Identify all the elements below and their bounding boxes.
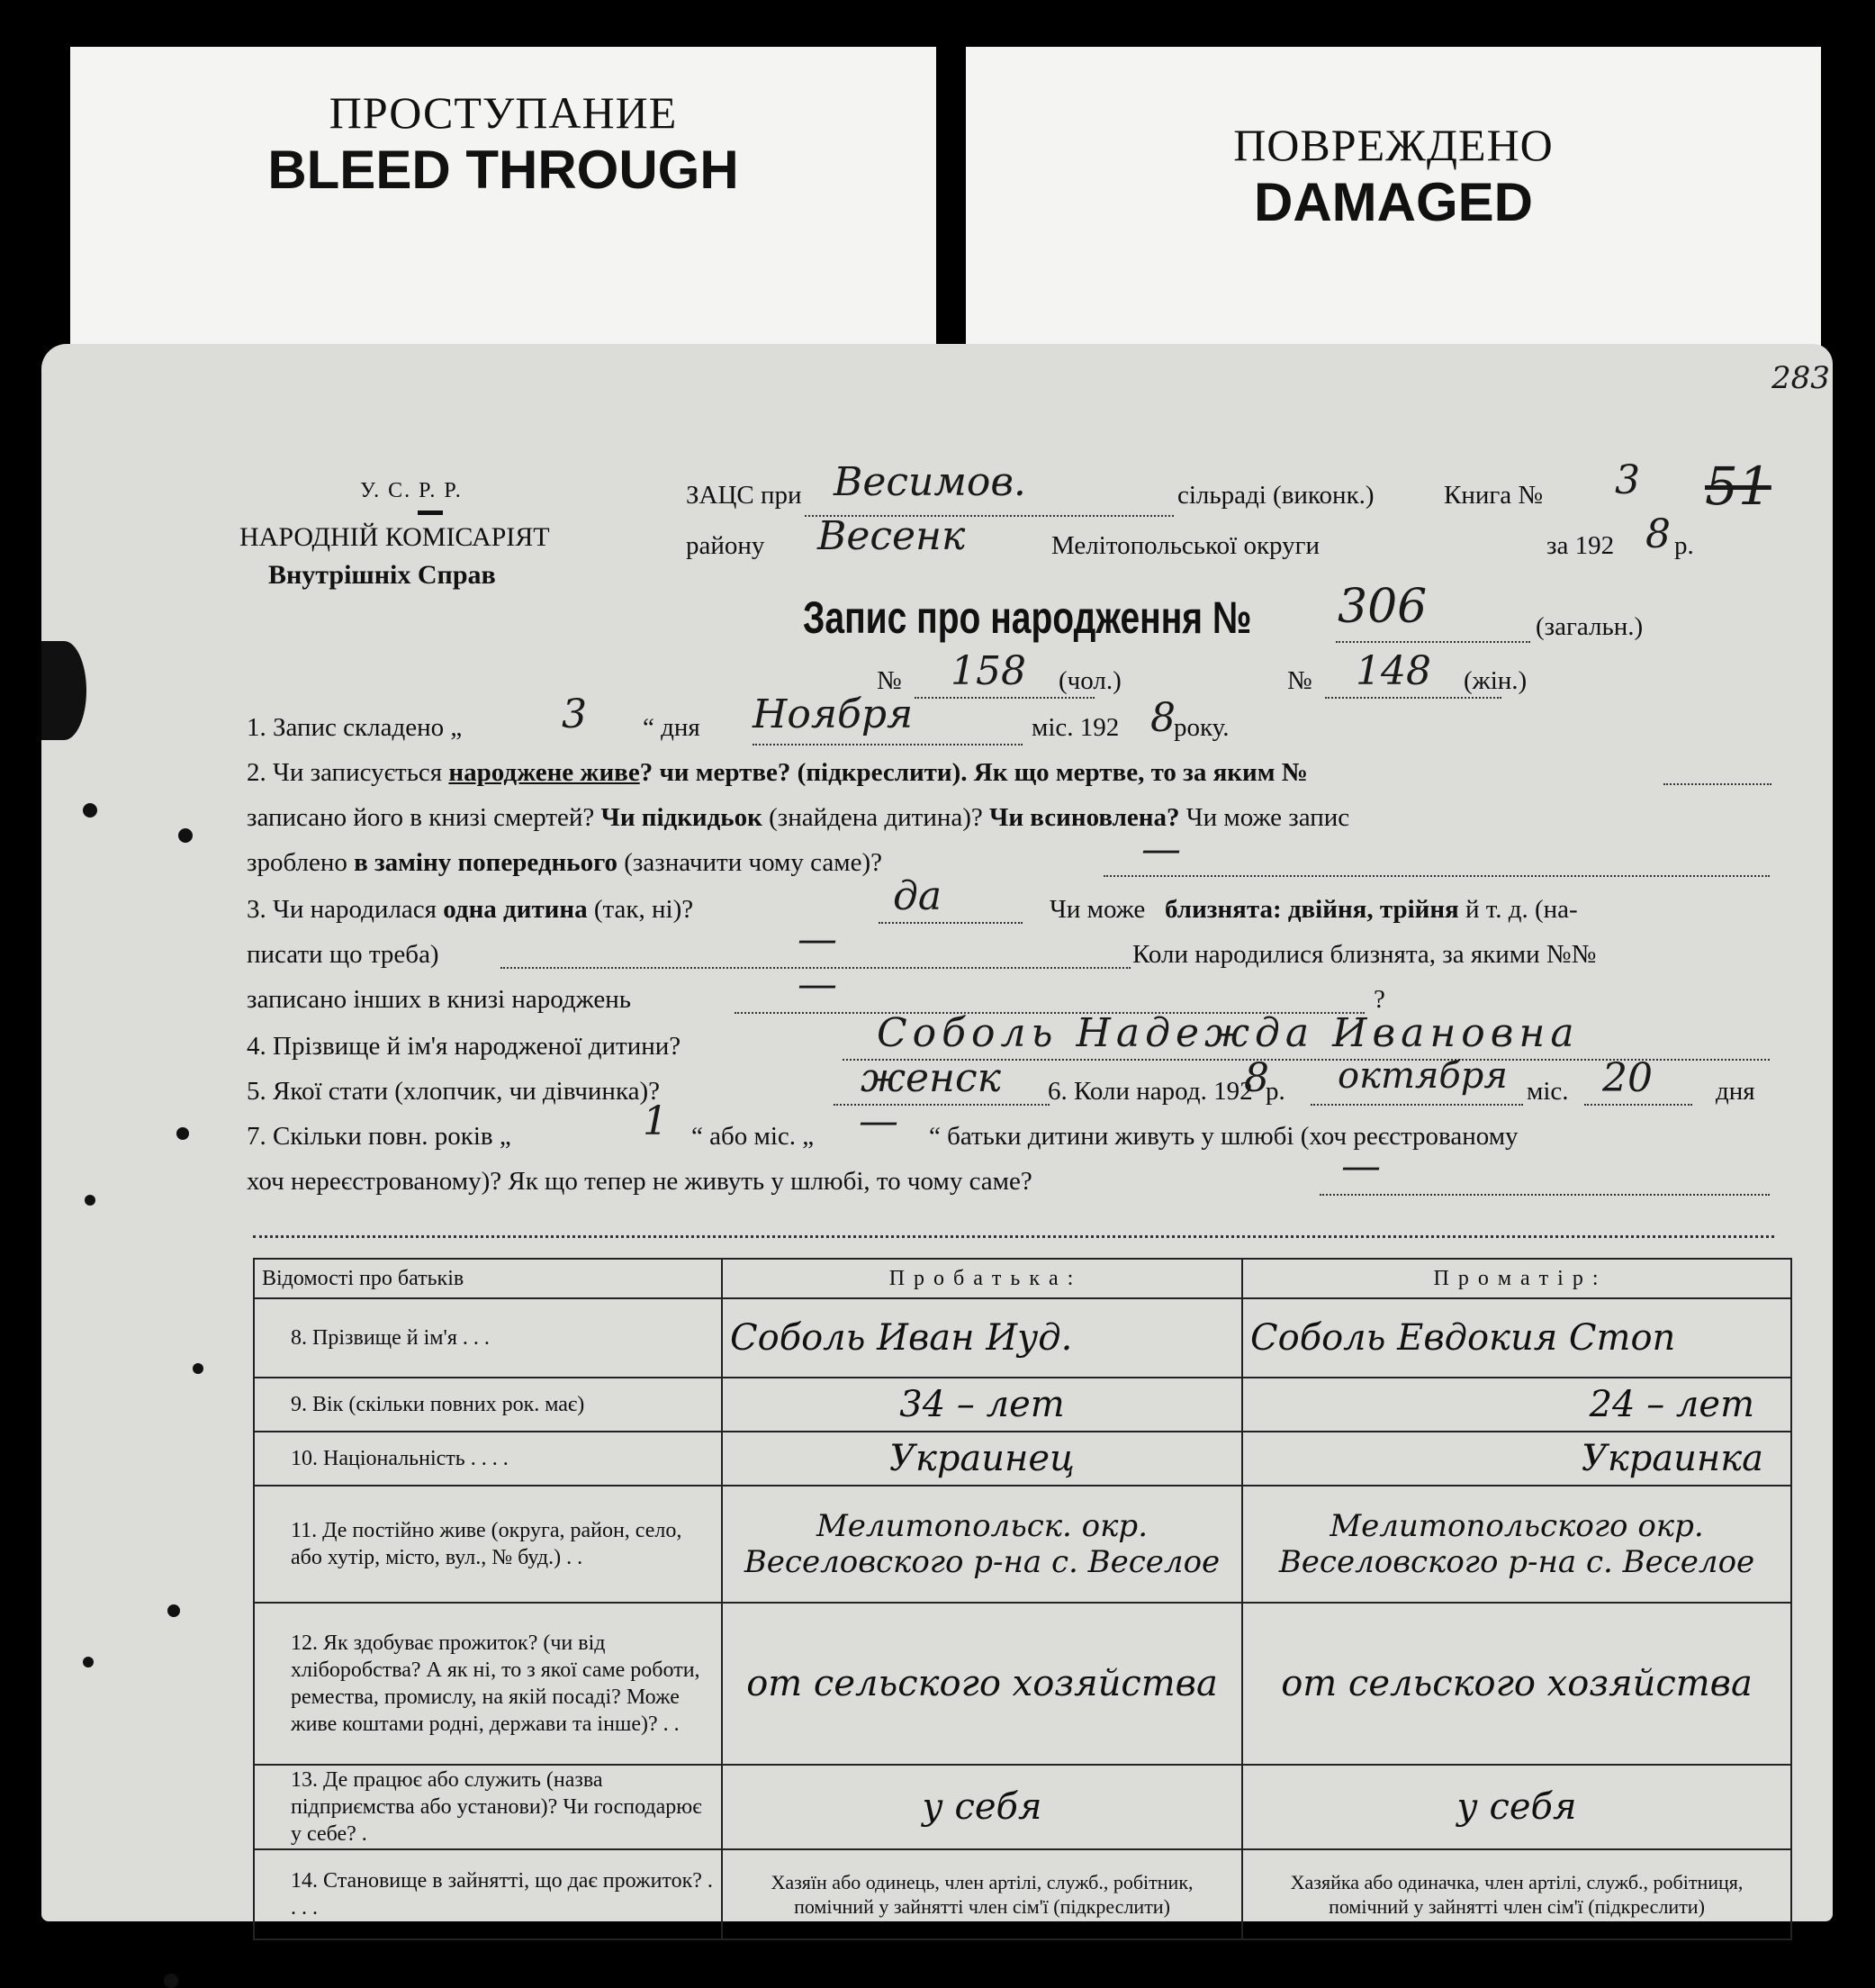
table-row <box>254 1603 1791 1765</box>
father-cell: Соболь Иван Иуд. <box>722 1298 1242 1378</box>
male-number-label: № <box>877 666 902 695</box>
bleed-through-card <box>70 47 936 353</box>
usrr-label: У. С. Р. Р. <box>360 479 463 502</box>
header-label: Відомості про батьків <box>254 1259 722 1298</box>
general-label: (загальн.) <box>1536 612 1644 641</box>
year-suffix: р. <box>1674 531 1694 560</box>
punch-hole <box>41 641 86 740</box>
header-mother: П р о м а т і р : <box>1242 1259 1791 1298</box>
table-row <box>254 1849 1791 1939</box>
row-label: 10. Національність . . . . <box>254 1432 722 1486</box>
male-number-handwritten: 158 <box>951 648 1026 694</box>
punch-hole <box>83 1657 94 1667</box>
q3-dash-handwritten: — <box>798 917 837 962</box>
father-cell: Украинец <box>722 1432 1242 1486</box>
zags-handwritten: Весимов. <box>834 459 1026 505</box>
mother-cell: Мелитопольского окр. Веселовского р-на с. Веселое <box>1242 1486 1791 1603</box>
father-cell: у себя <box>722 1765 1242 1849</box>
q1-year-word: року. <box>1174 713 1230 742</box>
row-label: 11. Де постійно живе (округа, район, село, або хутір, місто, вул., № буд.) . . <box>254 1486 722 1603</box>
bleed-through-en: BLEED THROUGH <box>267 140 739 200</box>
row-label: 14. Становище в зайнятті, що дає прожиток? . . . . <box>254 1849 722 1939</box>
district-handwritten: Весенк <box>817 513 966 559</box>
q7-months-label: “ або міс. „ <box>691 1122 815 1151</box>
q3-line1b: Чи може близнята: двійня, трійня й т. д. (на- <box>1050 895 1578 924</box>
q2-line3: зроблено в заміну попереднього (зазначити чому саме)? <box>247 848 882 877</box>
row-label: 8. Прізвище й ім'я . . . <box>254 1298 722 1378</box>
mother-cell: Соболь Евдокия Стоп <box>1242 1298 1791 1378</box>
book-number-handwritten: 3 <box>1615 457 1640 503</box>
q3-line3a: записано інших в книзі народжень <box>247 985 631 1014</box>
mother-occupation-options: Хазяйка або одиначка, член артілі, служб., робітниця, помічний у зайнятті член сім'ї (підкреслити) <box>1242 1849 1791 1939</box>
bleed-through-ru: ПРОСТУПАНИЕ <box>329 87 678 138</box>
q6-year-handwritten: 8 <box>1244 1055 1269 1101</box>
okrug-label: Мелітопольської округи <box>1051 531 1321 560</box>
q2-dash-handwritten: — <box>1141 827 1181 872</box>
q6-label: 6. Коли народ. 192 <box>1048 1077 1253 1106</box>
punch-hole <box>83 803 97 818</box>
q6-r: р. <box>1266 1077 1285 1106</box>
book-number-crossed: 51 <box>1705 456 1771 517</box>
female-suffix: (жін.) <box>1464 666 1528 695</box>
q1-day-handwritten: 3 <box>562 691 587 737</box>
mother-cell: 24 – лет <box>1242 1378 1791 1432</box>
section-separator <box>253 1235 1774 1238</box>
year-label: за 192 <box>1546 531 1615 560</box>
father-occupation-options: Хазяїн або одинець, член артілі, служб., робітник, помічний у зайнятті член сім'ї (підкреслити) <box>722 1849 1242 1939</box>
punch-hole <box>176 1127 189 1140</box>
q5-label: 5. Якої стати (хлопчик, чи дівчинка)? <box>247 1077 661 1106</box>
mother-cell: у себя <box>1242 1765 1791 1849</box>
q3-line1a: 3. Чи народилася одна дитина (так, ні)? <box>247 895 694 924</box>
table-row <box>254 1486 1791 1603</box>
record-title: Запис про народження № <box>803 592 1252 643</box>
mother-cell: от сельского хозяйства <box>1242 1603 1791 1765</box>
district-label: району <box>686 531 765 560</box>
punch-hole <box>193 1363 203 1374</box>
book-label: Книга № <box>1444 481 1544 510</box>
damaged-card <box>966 47 1821 353</box>
q1-year-handwritten: 8 <box>1150 695 1176 741</box>
father-cell: 34 – лет <box>722 1378 1242 1432</box>
female-number-label: № <box>1287 666 1312 695</box>
table-row <box>254 1765 1791 1849</box>
birth-record-sheet <box>41 344 1833 1921</box>
mother-cell: Украинка <box>1242 1432 1791 1486</box>
table-row <box>254 1378 1791 1432</box>
q1-label: 1. Запис складено „ <box>247 713 463 742</box>
damaged-ru: ПОВРЕЖДЕНО <box>1233 120 1554 170</box>
q1-month-word: міс. 192 <box>1032 713 1120 742</box>
q3-line3b: ? <box>1374 985 1385 1014</box>
q4-child-name-handwritten: Соболь Надежда Ивановна <box>877 1010 1580 1056</box>
father-cell: Мелитопольск. окр. Веселовского р-на с. Веселое <box>722 1486 1242 1603</box>
q7-years-handwritten: 1 <box>643 1098 668 1144</box>
q7-line2: хоч нереєстрованому)? Як що тепер не живуть у шлюбі, то чому саме? <box>247 1167 1032 1196</box>
q6-dnia: дня <box>1716 1077 1755 1106</box>
table-header-row <box>254 1259 1791 1298</box>
punch-hole <box>167 1604 180 1617</box>
punch-hole <box>164 1974 178 1988</box>
q2-line2: записано його в книзі смертей? Чи підкидьок (знайдена дитина)? Чи всиновлена? Чи може запис <box>247 803 1350 832</box>
q7-line1-rest: “ батьки дитини живуть у шлюбі (хоч реєстрованому <box>929 1122 1519 1151</box>
row-label: 13. Де працює або служить (назва підприємства або установи)? Чи господарює у себе? . <box>254 1765 722 1849</box>
q7-dash-handwritten: — <box>1341 1143 1381 1189</box>
year-handwritten: 8 <box>1645 511 1671 557</box>
row-label: 12. Як здобуває прожиток? (чи від хліборобства? А як ні, то з якої саме роботи, ремества, промислу, на якій посаді? Може живе коштами родні, держави та інше)? . . <box>254 1603 722 1765</box>
q2-line1: 2. Чи записується народжене живе? чи мертве? (підкреслити). Як що мертве, то за яким № <box>247 758 1308 787</box>
row-label: 9. Вік (скільки повних рок. має) <box>254 1378 722 1432</box>
q6-month-handwritten: октября <box>1338 1055 1508 1097</box>
q1-month-handwritten: Ноября <box>753 691 914 737</box>
damaged-en: DAMAGED <box>1254 172 1533 232</box>
q1-day-word: “ дня <box>643 713 700 742</box>
record-number-handwritten: 306 <box>1338 580 1428 634</box>
header-father: П р о б а т ь к а : <box>722 1259 1242 1298</box>
q6-day-handwritten: 20 <box>1602 1055 1653 1101</box>
father-cell: от сельского хозяйства <box>722 1603 1242 1765</box>
q6-mis: міс. <box>1527 1077 1569 1106</box>
q4-label: 4. Прізвище й ім'я народженої дитини? <box>247 1032 681 1061</box>
page-number: 283 <box>1771 360 1830 396</box>
q3-answer-handwritten: да <box>893 873 942 919</box>
commissariat-label: НАРОДНІЙ КОМІСАРІЯТ <box>239 522 550 552</box>
q7-label: 7. Скільки повн. років „ <box>247 1122 511 1151</box>
q7-months-handwritten: — <box>859 1098 898 1144</box>
male-suffix: (чол.) <box>1059 666 1122 695</box>
q5-sex-handwritten: женск <box>861 1055 1001 1101</box>
divider <box>418 511 443 515</box>
punch-hole <box>85 1195 95 1206</box>
parents-table <box>253 1258 1792 1940</box>
internal-affairs-label: Внутрішніх Справ <box>268 560 496 590</box>
punch-hole <box>178 828 193 843</box>
q3-line2b: Коли народилися близнята, за якими №№ <box>1132 940 1597 969</box>
table-row <box>254 1432 1791 1486</box>
zags-label: ЗАЦС при <box>686 481 802 510</box>
table-row <box>254 1298 1791 1378</box>
female-number-handwritten: 148 <box>1356 648 1431 694</box>
q3-dash2-handwritten: — <box>798 962 837 1008</box>
village-council-label: сільраді (виконк.) <box>1177 481 1375 510</box>
q3-line2a: писати що треба) <box>247 940 439 969</box>
